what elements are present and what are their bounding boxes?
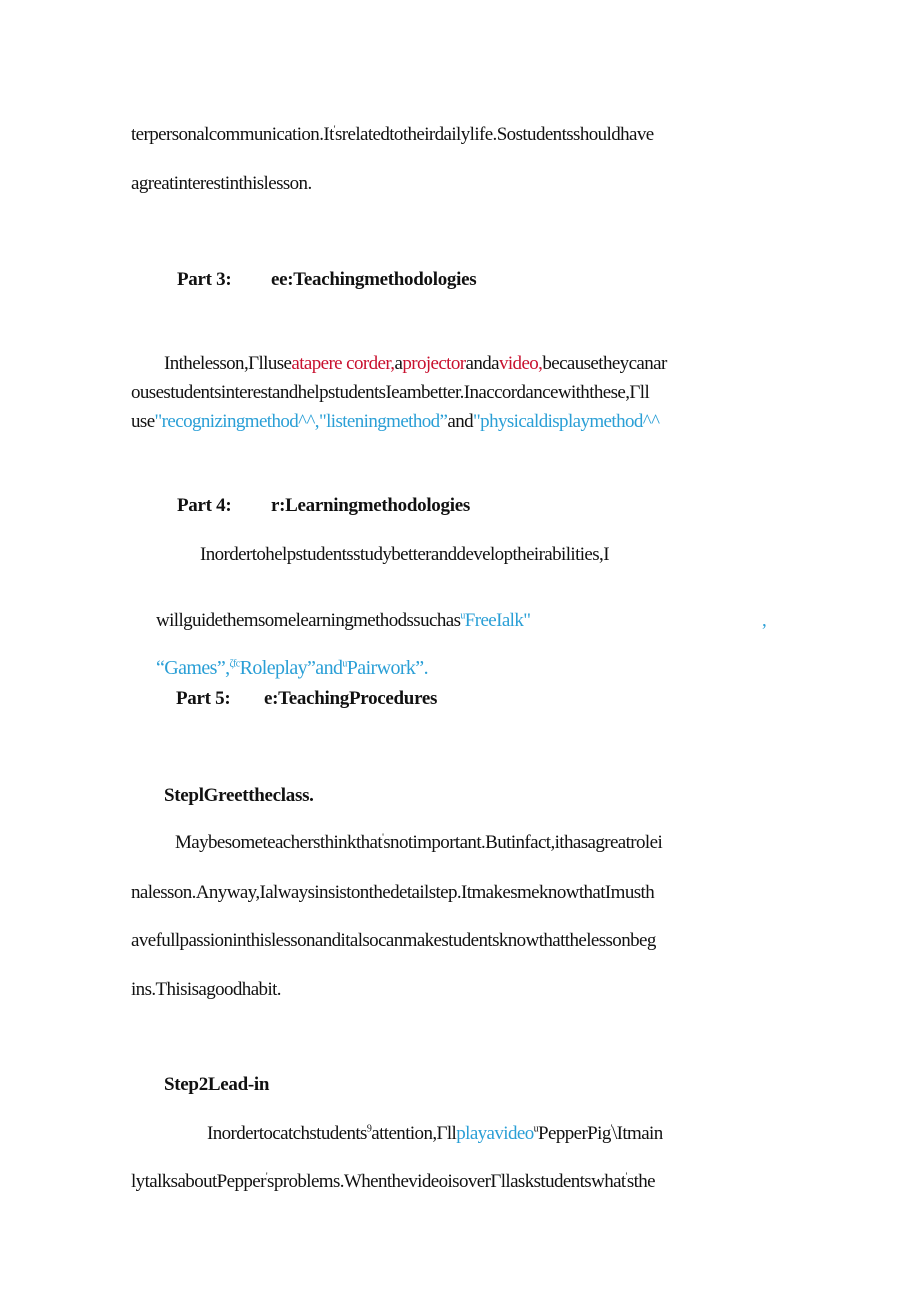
methods-highlight-1: "recognizingmethod^^,"listeningmethod”: [154, 411, 448, 432]
step1-line-1: Maybesometeachersthinkthat'snotimportant.Butinfact,ithasagreatrolei: [175, 832, 663, 853]
method-free-talk: FreeIalk": [464, 610, 531, 631]
play-video-highlight: playavideo: [456, 1123, 534, 1144]
media-projector: projector: [402, 353, 466, 374]
part3-line-1: Inthelesson,Γlluseatapere corder,aprojectorandavideo,becausetheycanar: [164, 353, 667, 374]
step2-title: Step2Lead-in: [164, 1074, 270, 1095]
part3-title: ee:Teachingmethodologies: [271, 269, 477, 290]
part4-line-1: Inordertohelpstudentsstudybetteranddeveloptheirabilities,I: [200, 544, 609, 565]
media-video: video,: [498, 353, 543, 374]
step1-title: SteplGreettheclass.: [164, 785, 314, 806]
part4-line-2: willguidethemsomelearningmethodssuchas$^u$FreeIalk": [156, 610, 531, 631]
part4-line-3: “Games”,$^{\zeta fc}$Roleplay”and$^u$Pairwork”.: [156, 657, 428, 679]
step2-line-2: lytalksaboutPepper'sproblems.WhenthevideoisoverΓllaskstudentswhat'sthe: [131, 1171, 656, 1192]
step2-line-1: Inordertocatchstudents$^9$attention,Γllplayavideo$^u$PepperPig'\Itmain: [207, 1123, 663, 1144]
step1-line-2: nalesson.Anyway,Ialwaysinsistonthedetailstep.ItmakesmeknowthatImusth: [131, 882, 655, 903]
step1-line-4: ins.Thisisagoodhabit.: [131, 979, 281, 1000]
intro-line-1: terpersonalcommunication.It'srelatedtotheirdailylife.Sostudentsshouldhave: [131, 124, 654, 145]
part3-line-2: ousestudentsinterestandhelpstudentsIeambetter.Inaccordancewiththese,Γll: [131, 382, 650, 403]
part4-title: r:Learningmethodologies: [271, 495, 470, 516]
part3-line-3: use"recognizingmethod^^,"listeningmethod”and"physicaldisplaymethod^^: [131, 411, 660, 432]
part5-label: Part 5:: [176, 688, 231, 709]
intro-line-2: agreatinterestinthislesson.: [131, 173, 312, 194]
part4-label: Part 4:: [177, 495, 232, 516]
media-tape-recorder: atapere corder,: [291, 353, 395, 374]
methods-highlight-2: "physicaldisplaymethod^^: [473, 411, 660, 432]
part5-title: e:TeachingProcedures: [264, 688, 438, 709]
part3-label: Part 3:: [177, 269, 232, 290]
part4-trailing-comma: ,: [762, 610, 767, 631]
step1-line-3: avefullpassioninthislessonanditalsocanmakestudentsknowthatthelessonbeg: [131, 930, 656, 951]
